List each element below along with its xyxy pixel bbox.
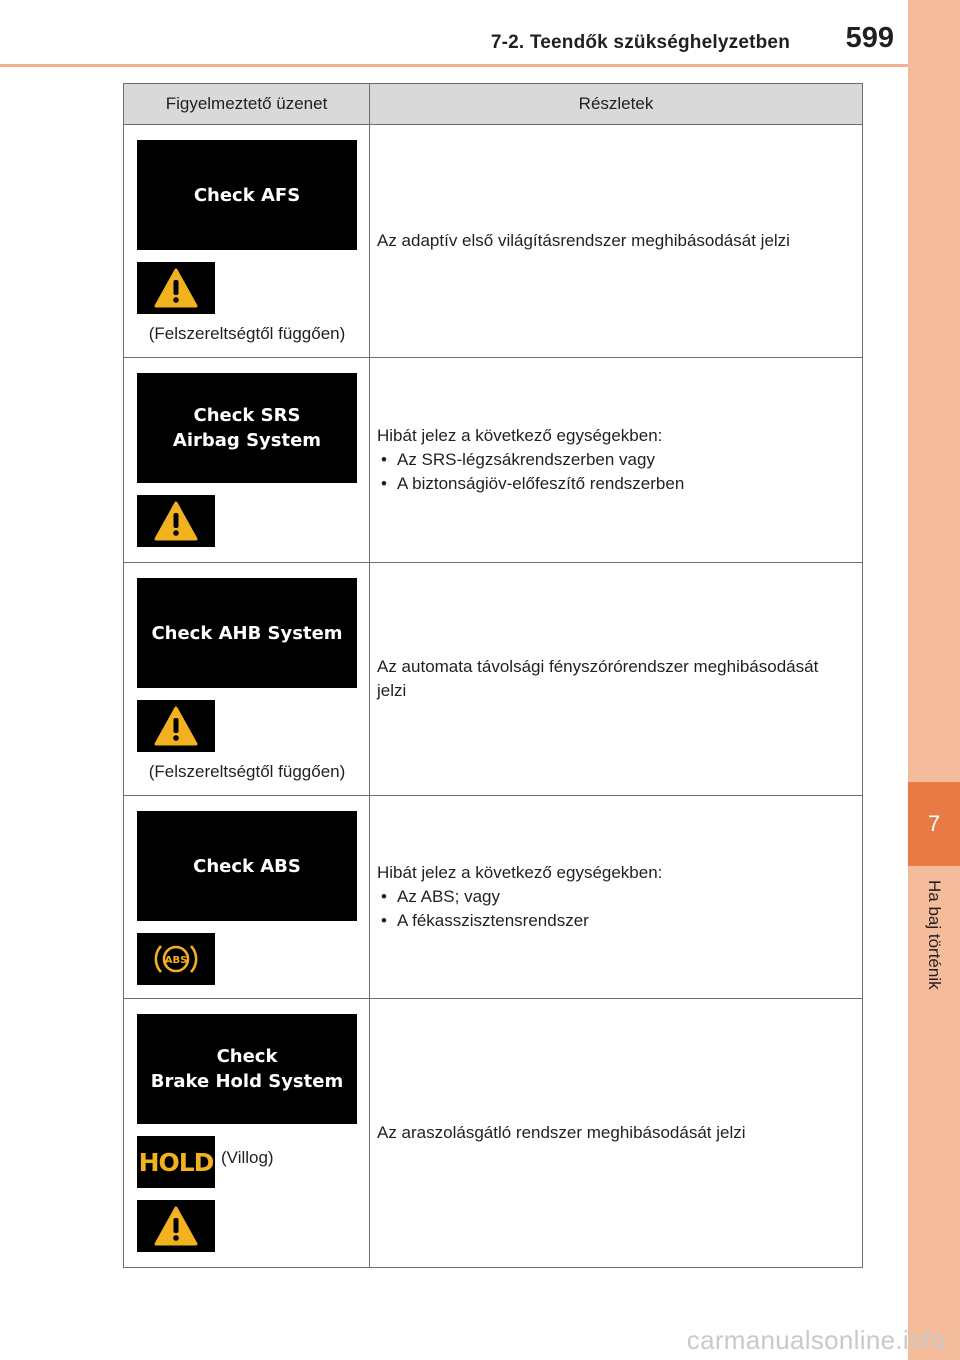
display-screen [137,140,357,250]
details-cell [370,125,863,358]
section-title: 7-2. Teendők szükséghelyzetben [490,32,790,53]
details-cell [370,358,863,563]
bullet-item: • A fékasszisztensrendszer [381,911,589,930]
side-tab [908,0,960,1360]
detail-text: Az adaptív első világításrendszer meghibásodását jelzi [377,231,790,250]
hold-icon [137,1136,215,1188]
chapter-title: Ha baj történik [925,880,944,990]
warning-triangle-icon [137,1200,215,1252]
column-header-message: Figyelmeztető üzenet [124,84,370,125]
table-row [124,796,863,999]
blinking-note: (Villog) [221,1148,274,1167]
screen-text: Check AHB System [151,622,343,644]
watermark: carmanualsonline.info [686,1325,946,1355]
table-row [124,563,863,796]
detail-text: Az araszolásgátló rendszer meghibásodását jelzi [377,1123,746,1142]
screen-text-line-2: Airbag System [172,430,322,451]
chapter-number: 7 [927,811,941,836]
display-screen [137,811,357,921]
message-cell [124,358,370,563]
display-screen [137,1014,357,1124]
hold-label: HOLD [138,1147,214,1177]
availability-note: (Felszereltségtől függően) [148,762,346,781]
availability-note: (Felszereltségtől függően) [148,324,346,343]
warning-triangle-icon [137,262,215,314]
display-screen [137,373,357,483]
message-cell [124,999,370,1268]
detail-text: Az automata távolsági fényszórórendszer meghibásodását jelzi [377,657,819,700]
details-cell [370,563,863,796]
header-rule [0,64,908,67]
details-cell [370,999,863,1268]
message-cell [124,563,370,796]
table-row [124,999,863,1268]
page-number: 599 [845,22,894,54]
table-header-row [124,84,863,125]
table-row [124,358,863,563]
display-screen [137,578,357,688]
message-cell [124,125,370,358]
detail-text: Hibát jelez a következő egységekben: [377,426,663,445]
warning-message-table [123,83,863,1268]
warning-triangle-icon [137,700,215,752]
detail-text: Hibát jelez a következő egységekben: [377,863,663,882]
column-header-details: Részletek [370,84,863,125]
screen-text-line-2: Brake Hold System [150,1071,344,1092]
bullet-item: • Az ABS; vagy [381,887,500,906]
abs-icon [137,933,215,985]
screen-text: Check AFS [193,184,301,206]
details-cell [370,796,863,999]
page-header [0,0,908,66]
screen-text-line-1: Check SRS [193,405,301,426]
screen-text: Check ABS [193,855,301,877]
message-cell [124,796,370,999]
warning-triangle-icon [137,495,215,547]
bullet-item: • Az SRS-légzsákrendszerben vagy [381,450,655,469]
bullet-item: • A biztonságiöv-előfeszítő rendszerben [381,474,685,493]
abs-label: ABS [164,955,188,966]
screen-text-line-1: Check [216,1046,278,1067]
chapter-number-tab[interactable] [908,782,960,866]
table-row [124,125,863,358]
